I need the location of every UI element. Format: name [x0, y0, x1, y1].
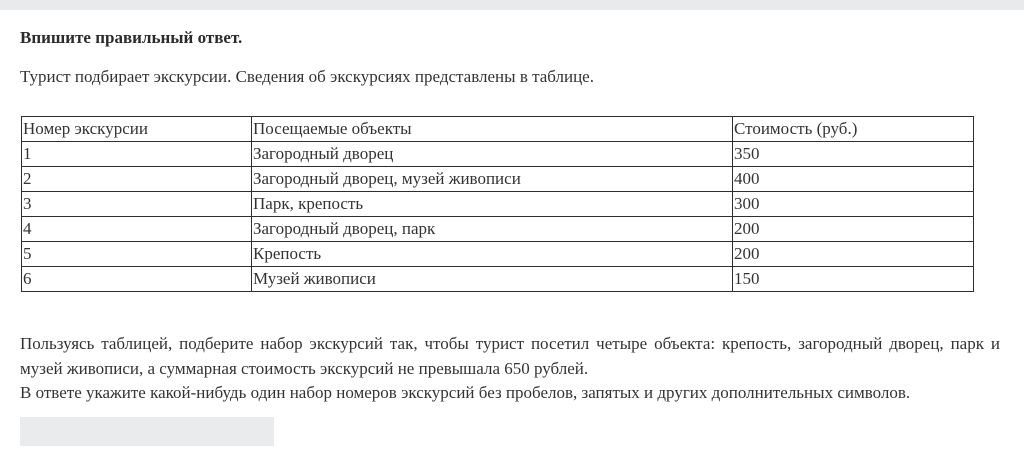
- table-header-cell: Номер экскурсии: [22, 117, 252, 142]
- table-row: [22, 217, 974, 242]
- table-cell: 1: [22, 142, 252, 167]
- task-paragraph-conditions: Пользуясь таблицей, подберите набор экскурсий так, чтобы турист посетил четыре объекта: крепость, загородный дворец, парк и музей живописи, а суммарная стоимость экскурсий не превышала 650 рублей.: [20, 334, 1000, 378]
- table-cell: 6: [22, 267, 252, 292]
- table-cell: 300: [733, 192, 974, 217]
- task-instructions: [20, 332, 1000, 406]
- table-cell: 200: [733, 217, 974, 242]
- table-row: [22, 242, 974, 267]
- table-cell: Загородный дворец: [252, 142, 733, 167]
- table-header-cell: Стоимость (руб.): [733, 117, 974, 142]
- answer-input[interactable]: [20, 417, 274, 446]
- excursions-table: [21, 116, 974, 292]
- table-cell: Загородный дворец, музей живописи: [252, 167, 733, 192]
- table-cell: 350: [733, 142, 974, 167]
- table-cell: Парк, крепость: [252, 192, 733, 217]
- table-header-row: [22, 117, 974, 142]
- table-header-cell: Посещаемые объекты: [252, 117, 733, 142]
- task-paragraph-answer-format: В ответе укажите какой-нибудь один набор номеров экскурсий без пробелов, запятых и других дополнительных символов.: [20, 383, 911, 402]
- table-row: [22, 267, 974, 292]
- table-cell: Загородный дворец, парк: [252, 217, 733, 242]
- table-cell: 2: [22, 167, 252, 192]
- table-cell: Музей живописи: [252, 267, 733, 292]
- table-cell: 150: [733, 267, 974, 292]
- task-heading: Впишите правильный ответ.: [20, 28, 243, 47]
- table-row: [22, 167, 974, 192]
- task-intro: Турист подбирает экскурсии. Сведения об экскурсиях представлены в таблице.: [20, 67, 594, 86]
- table-cell: 5: [22, 242, 252, 267]
- table-cell: Крепость: [252, 242, 733, 267]
- table-row: [22, 142, 974, 167]
- table-cell: 3: [22, 192, 252, 217]
- table-cell: 400: [733, 167, 974, 192]
- top-bar: [0, 0, 1024, 10]
- table-cell: 4: [22, 217, 252, 242]
- table-cell: 200: [733, 242, 974, 267]
- table-row: [22, 192, 974, 217]
